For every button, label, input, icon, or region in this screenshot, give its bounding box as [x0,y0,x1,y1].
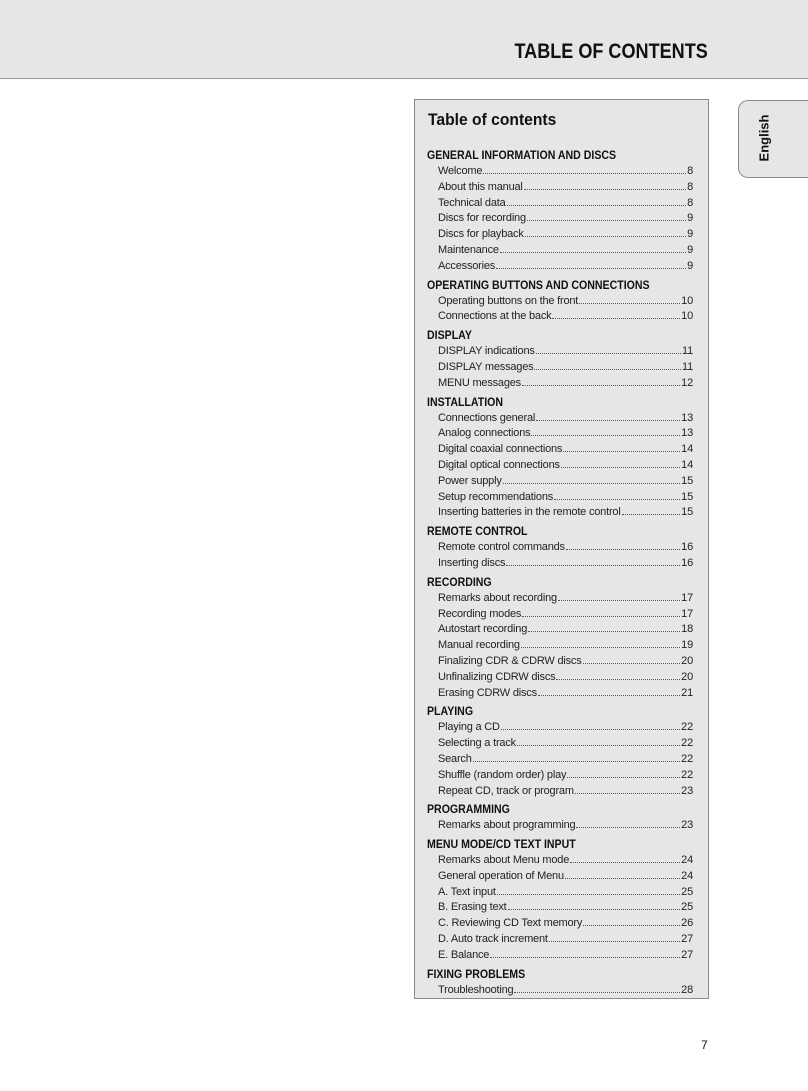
toc-entry-page: 18 [681,623,693,636]
toc-entry-page: 13 [681,411,693,424]
toc-entry-page: 20 [681,654,693,667]
toc-dot-leader [536,344,681,354]
toc-entry[interactable] [427,505,693,521]
toc-entry-page: 17 [681,591,693,604]
toc-entry[interactable] [427,360,693,376]
toc-entry-page: 22 [681,737,693,750]
toc-entry[interactable] [427,720,693,736]
toc-entry[interactable] [427,818,693,834]
toc-entry[interactable] [427,591,693,607]
toc-entry-label: Autostart recording [438,623,528,636]
toc-entry-label: A. Text input [438,885,496,898]
toc-entry-label: Discs for recording [438,212,526,225]
toc-entry-label: Digital coaxial connections [438,443,563,456]
toc-section [427,395,693,522]
toc-entry[interactable] [427,654,693,670]
toc-entry[interactable] [427,442,693,458]
toc-entry-page: 8 [687,180,693,193]
toc-entry[interactable] [427,686,693,702]
toc-entry-label: Remarks about Menu mode [438,854,570,867]
toc-section [427,278,693,326]
toc-dot-leader [566,540,680,550]
toc-entry[interactable] [427,752,693,768]
toc-entry-label: Erasing CDRW discs [438,686,537,699]
toc-dot-leader [583,916,680,926]
toc-dot-leader [567,768,680,778]
toc-entry-label: Digital optical connections [438,458,560,471]
toc-entry[interactable] [427,900,693,916]
toc-entry-label: Inserting batteries in the remote control [438,506,621,519]
toc-entry-label: Analog connections [438,427,531,440]
toc-entry[interactable] [427,344,693,360]
toc-section [427,328,693,391]
toc-entry-page: 22 [681,768,693,781]
toc-entry-label: Search [438,752,472,765]
toc-entry-page: 20 [681,670,693,683]
toc-entry-label: Finalizing CDR & CDRW discs [438,654,582,667]
toc-section-title: GENERAL INFORMATION AND DISCS [427,150,617,162]
toc-entry-label: Unfinalizing CDRW discs [438,670,556,683]
toc-dot-leader [483,164,686,174]
toc-entry-page: 14 [681,458,693,471]
toc-entry-label: Accessories [438,259,496,272]
toc-dot-leader [552,309,680,319]
toc-section-title: PLAYING [427,706,474,719]
toc-entry-label: Setup recommendations [438,490,554,503]
toc-entry-page: 13 [681,427,693,440]
toc-dot-leader [570,853,680,863]
toc-entry[interactable] [427,556,693,572]
toc-entry-label: MENU messages [438,376,521,389]
toc-dot-leader [525,227,686,237]
toc-entry-page: 28 [681,983,693,996]
toc-dot-leader [522,607,680,617]
toc-entry[interactable] [427,622,693,638]
toc-entry[interactable] [427,638,693,654]
toc-entry-page: 11 [681,360,693,373]
toc-entry-page: 25 [681,901,693,914]
toc-section-title: OPERATING BUTTONS AND CONNECTIONS [427,279,650,292]
toc-entry-label: Technical data [438,196,506,209]
toc-entry-label: Repeat CD, track or program [438,784,574,797]
toc-entry-label: Recording modes [438,607,522,620]
toc-entry[interactable] [427,196,693,212]
toc-entry-page: 21 [681,686,693,699]
toc-dot-leader [496,259,686,269]
toc-entry-page: 16 [681,541,693,554]
header-band [0,0,808,79]
toc-entry-page: 14 [681,443,693,456]
page-number: 7 [701,1038,708,1052]
toc-entry[interactable] [427,540,693,556]
toc-entry-label: C. Reviewing CD Text memory [438,917,583,930]
toc-list [427,148,693,1001]
toc-entry-page: 23 [681,784,693,797]
toc-entry[interactable] [427,227,693,243]
toc-dot-leader [524,180,686,190]
toc-entry[interactable] [427,736,693,752]
toc-entry-page: 9 [687,243,693,256]
toc-dot-leader [558,591,680,601]
toc-entry-page: 15 [681,490,693,503]
toc-dot-leader [521,638,680,648]
toc-entry-page: 9 [687,259,693,272]
toc-entry-page: 24 [681,854,693,867]
toc-dot-leader [522,376,680,386]
toc-entry[interactable] [427,259,693,275]
toc-entry-label: Manual recording [438,639,520,652]
toc-dot-leader [549,932,680,942]
toc-dot-leader [517,736,680,746]
toc-dot-leader [490,948,680,958]
toc-entry-page: 10 [681,310,693,323]
toc-dot-leader [565,869,680,879]
toc-section [427,524,693,572]
toc-entry-label: Troubleshooting [438,983,514,996]
toc-entry-page: 10 [681,294,693,307]
toc-entry[interactable] [427,607,693,623]
page-title: TABLE OF CONTENTS [514,40,708,63]
toc-entry-label: Remarks about programming [438,819,576,832]
toc-dot-leader [528,622,680,632]
toc-entry-page: 8 [687,165,693,177]
toc-section-title: REMOTE CONTROL [427,526,528,539]
toc-section [427,575,693,702]
toc-dot-leader [622,505,681,515]
toc-entry-label: Connections general [438,411,536,424]
toc-entry[interactable] [427,309,693,325]
toc-entry[interactable] [427,932,693,948]
toc-dot-leader [473,752,681,762]
toc-entry-label: DISPLAY messages [438,360,534,373]
toc-entry[interactable] [427,411,693,427]
toc-entry-label: D. Auto track increment [438,933,548,946]
toc-entry-label: General operation of Menu [438,869,564,882]
toc-entry[interactable] [427,916,693,932]
toc-section [427,967,693,999]
toc-entry-page: 8 [687,196,693,209]
toc-entry-label: Remote control commands [438,541,565,554]
toc-entry[interactable] [427,426,693,442]
toc-entry[interactable] [427,458,693,474]
toc-dot-leader [561,458,680,468]
toc-dot-leader [503,474,681,484]
toc-section [427,704,693,799]
toc-entry-page: 24 [681,869,693,882]
toc-entry[interactable] [427,474,693,490]
toc-entry-label: Inserting discs [438,556,506,569]
toc-dot-leader [500,243,686,253]
language-tab-label: English [756,114,772,162]
toc-entry-page: 15 [681,474,693,487]
toc-entry-label: Operating buttons on the front [438,294,579,307]
toc-section-title: FIXING PROBLEMS [427,968,526,981]
toc-dot-leader [563,442,680,452]
toc-entry-page: 12 [681,376,693,389]
toc-entry-page: 9 [687,228,693,241]
toc-entry[interactable] [427,869,693,885]
toc-entry[interactable] [427,983,693,999]
toc-dot-leader [506,556,680,566]
toc-dot-leader [583,654,681,664]
toc-section-title: MENU MODE/CD TEXT INPUT [427,839,576,852]
toc-entry-label: DISPLAY indications [438,345,535,358]
toc-entry[interactable] [427,768,693,784]
toc-entry[interactable] [427,948,693,964]
toc-entry-label: Discs for playback [438,228,524,241]
toc-dot-leader [538,686,680,696]
toc-section-title: DISPLAY [427,330,472,343]
toc-dot-leader [579,294,680,304]
toc-entry[interactable] [427,180,693,196]
toc-entry-label: Playing a CD [438,721,500,734]
toc-entry-label: E. Balance [438,948,490,961]
toc-entry-page: 26 [681,917,693,930]
toc-heading: Table of contents [428,110,557,129]
toc-dot-leader [531,426,680,436]
toc-entry-page: 11 [681,345,693,358]
toc-dot-leader [507,196,687,206]
toc-entry-page: 27 [681,933,693,946]
toc-entry-label: Remarks about recording [438,591,557,604]
toc-entry[interactable] [427,164,693,180]
toc-entry[interactable] [427,211,693,227]
toc-section [427,802,693,834]
toc-entry-label: Maintenance [438,243,499,256]
toc-entry[interactable] [427,670,693,686]
toc-entry[interactable] [427,376,693,392]
toc-entry-label: Power supply [438,474,502,487]
toc-section-title: PROGRAMMING [427,804,510,817]
toc-entry-label: About this manual [438,180,523,193]
toc-entry-page: 15 [681,506,693,519]
toc-dot-leader [514,983,680,993]
toc-entry-label: Selecting a track [438,737,516,750]
toc-entry-page: 17 [681,607,693,620]
toc-dot-leader [497,885,680,895]
toc-entry-label: B. Erasing text [438,901,507,914]
toc-entry-page: 23 [681,819,693,832]
toc-entry-page: 9 [687,212,693,225]
toc-section-title: INSTALLATION [427,396,504,409]
toc-section-title: RECORDING [427,576,492,589]
toc-entry[interactable] [427,885,693,901]
toc-section [427,148,693,275]
toc-dot-leader [534,360,681,370]
toc-entry-page: 22 [681,721,693,734]
toc-entry-page: 22 [681,752,693,765]
toc-panel [414,99,709,999]
toc-entry-label: Connections at the back [438,310,552,323]
toc-entry-page: 25 [681,885,693,898]
toc-entry[interactable] [427,243,693,259]
language-tab [738,100,808,178]
toc-entry[interactable] [427,784,693,800]
toc-dot-leader [508,900,681,910]
toc-entry-page: 19 [681,639,693,652]
toc-entry[interactable] [427,490,693,506]
toc-section [427,837,693,964]
toc-dot-leader [501,720,680,730]
toc-entry-label: Shuffle (random order) play [438,768,567,781]
toc-entry-label: Welcome [438,165,483,177]
toc-dot-leader [575,784,680,794]
toc-entry-page: 16 [681,556,693,569]
toc-dot-leader [527,211,686,221]
toc-entry[interactable] [427,294,693,310]
toc-dot-leader [536,411,680,421]
toc-dot-leader [576,818,680,828]
toc-entry[interactable] [427,853,693,869]
toc-dot-leader [556,670,680,680]
toc-entry-page: 27 [681,948,693,961]
toc-dot-leader [554,490,680,500]
